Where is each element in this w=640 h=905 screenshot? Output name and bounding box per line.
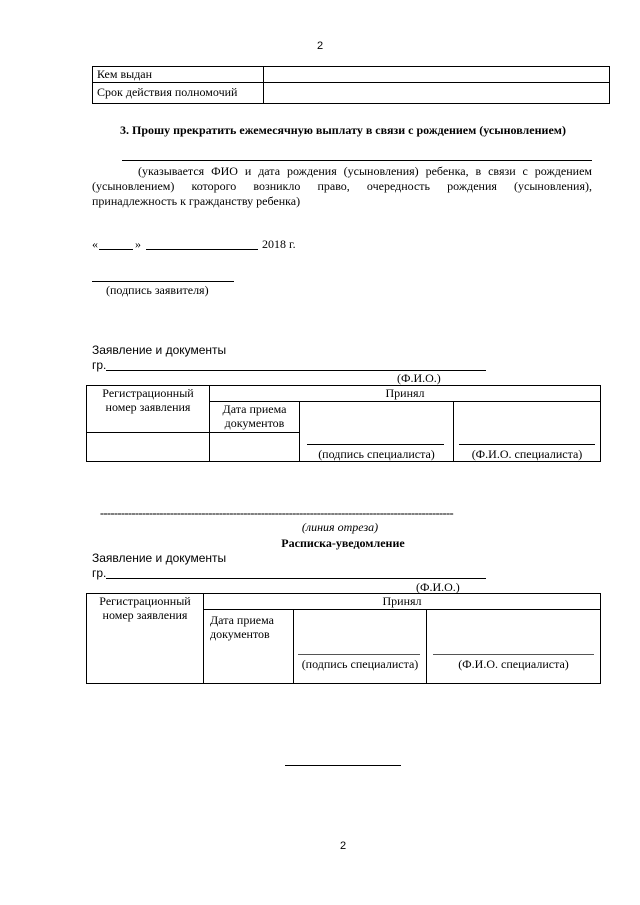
receipt2-fio-caption: (Ф.И.О.) [416,580,460,594]
table-row [93,67,610,83]
receipt1-fio-spec-cell[interactable] [454,402,601,462]
receipt1-intro: Заявление и документы [92,343,227,357]
issued-by-label: Кем выдан [93,67,264,83]
receipt1-date-field[interactable] [210,433,300,462]
date-day-line[interactable] [99,249,133,250]
validity-field[interactable] [264,83,610,104]
receipt2-sign-line [298,654,420,655]
cut-caption: (линия отреза) [301,520,379,534]
receipt1-fio-caption: (Ф.И.О.) [397,371,441,385]
date-month-line[interactable] [146,249,258,250]
table-row [93,83,610,104]
child-info-line[interactable] [122,160,592,161]
bottom-rule [285,765,401,766]
issued-by-field[interactable] [264,67,610,83]
receipt1-date-header: Дата приема документов [210,402,300,433]
signature-line[interactable] [92,281,234,282]
receipt1-sign-cell[interactable] [300,402,454,462]
receipt1-fio-spec-line [459,444,595,445]
receipt1-table [86,385,601,462]
receipt2-intro: Заявление и документы [92,551,227,565]
receipt2-title: Расписка-уведомление [281,536,405,550]
id-table [92,66,610,104]
section3-number: 3. [120,123,129,137]
receipt1-gr-label: гр. [92,358,107,372]
page-number-bottom: 2 [339,840,347,852]
receipt1-sign-caption: (подпись специалиста) [318,447,435,461]
section3-heading-text: Прошу прекратить ежемесячную выплату в связи с рождением (усыновлением) [132,123,566,137]
receipt2-date-header[interactable]: Дата приема документов [204,610,294,684]
child-info-note: (указывается ФИО и дата рождения (усыновления) ребенка, в связи с рождением (усыновлением) которого возникло право, очередность рождения (усыновления), принадлежность к гражданству ребенка) [92,164,592,208]
page-number-top: 2 [316,40,324,52]
receipt2-sign-cell[interactable] [294,610,427,684]
receipt2-sign-caption: (подпись специалиста) [301,657,419,671]
receipt2-table [86,593,601,684]
receipt1-accepted-header: Принял [210,386,601,402]
table-row [87,594,601,610]
signature-caption: (подпись заявителя) [106,283,209,297]
receipt2-fio-spec-line [433,654,594,655]
receipt2-fio-line[interactable] [106,578,486,579]
receipt2-gr-label: гр. [92,566,107,580]
receipt1-reg-number-field[interactable] [87,433,210,462]
receipt1-fio-spec-caption: (Ф.И.О. специалиста) [471,447,583,461]
receipt2-reg-header: Регистрационный номер заявления [87,594,204,684]
table-row [87,386,601,402]
section3-heading [92,123,592,138]
cut-line: ----------------------------------------------------------------------------------------------------- [100,506,454,520]
receipt2-accepted-header: Принял [204,594,601,610]
receipt1-reg-header: Регистрационный номер заявления [87,386,210,433]
receipt1-sign-line [307,444,444,445]
receipt2-fio-spec-cell[interactable] [427,610,601,684]
date-open-quote: « [92,237,98,251]
receipt2-fio-spec-caption: (Ф.И.О. специалиста) [458,657,569,671]
date-year: 2018 г. [262,237,296,251]
date-close-quote: » [135,237,141,251]
validity-label: Срок действия полномочий [93,83,264,104]
